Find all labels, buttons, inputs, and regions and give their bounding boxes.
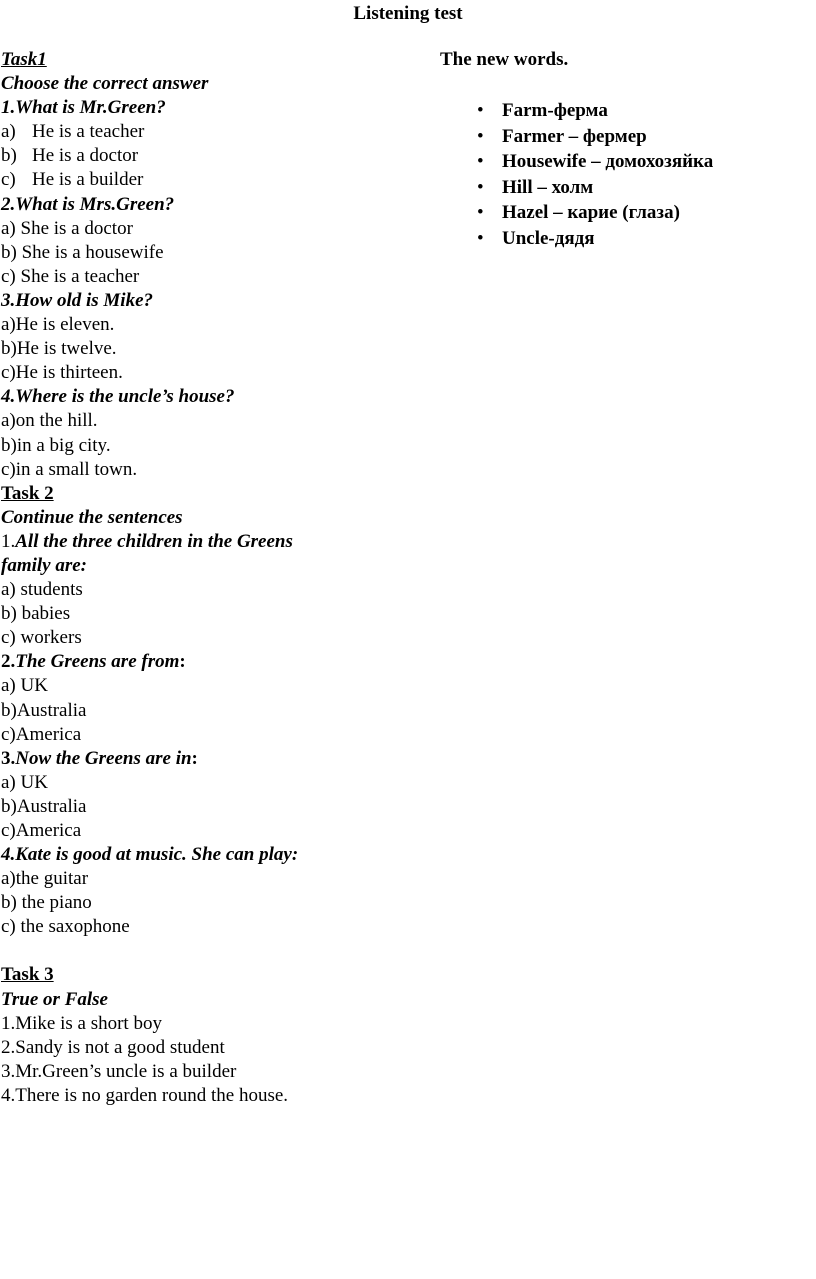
task2-q2-option-b: b)Australia <box>1 699 87 721</box>
task2-q4: 4.Kate is good at music. She can play: <box>1 844 299 866</box>
list-item: • Housewife – домохозяйка <box>477 151 714 172</box>
task1-q1-option-c: c) He is a builder <box>1 169 144 191</box>
task2-heading: Task 2 <box>1 482 54 504</box>
list-item: • Farmer – фермер <box>477 125 647 147</box>
task2-q1-line2: family are: <box>1 554 88 576</box>
task1-q2-option-a: a) She is a doctor <box>1 217 133 239</box>
bullet-icon: • <box>477 202 484 223</box>
task2-q3-option-a: a) UK <box>1 771 48 793</box>
new-words-column <box>440 48 810 251</box>
task2-q4-option-a: a)the guitar <box>1 868 89 890</box>
task1-q1: 1.What is Mr.Green? <box>1 97 166 119</box>
list-item: • Uncle-дядя <box>477 227 595 249</box>
list-item: • Farm-ферма <box>477 100 608 121</box>
spacer <box>1 939 421 963</box>
task2-q4-option-c: c) the saxophone <box>1 916 130 938</box>
task3-heading: Task 3 <box>1 964 54 986</box>
page-title: Listening test <box>353 3 463 24</box>
task2-instruction: Continue the sentences <box>1 506 183 528</box>
task1-heading: Task1 <box>1 49 47 70</box>
list-item: • Hazel – карие (глаза) <box>477 202 680 223</box>
task1-q4-option-b: b)in a big city. <box>1 434 111 456</box>
task2-q2: 2.The Greens are from: <box>1 651 186 673</box>
list-item: • Hill – холм <box>477 176 594 198</box>
bullet-icon: • <box>477 176 484 198</box>
task1-q4-option-a: a)on the hill. <box>1 410 98 432</box>
bullet-icon: • <box>477 125 484 147</box>
new-words-title: The new words. <box>440 49 569 70</box>
task1-q2-option-b: b) She is a housewife <box>1 241 164 263</box>
task3-statement-3: 3.Mr.Green’s uncle is a builder <box>1 1060 237 1082</box>
bullet-icon: • <box>477 227 484 249</box>
task1-q2: 2.What is Mrs.Green? <box>1 193 175 215</box>
task1-q1-option-a: a) He is a teacher <box>1 121 145 143</box>
task1-q3: 3.How old is Mike? <box>1 289 154 311</box>
tasks-column <box>1 48 421 1108</box>
task2-q4-option-b: b) the piano <box>1 892 92 914</box>
task2-q1-option-c: c) workers <box>1 627 82 649</box>
task2-q3-option-c: c)America <box>1 820 82 841</box>
task1-q4: 4.Where is the uncle’s house? <box>1 386 235 408</box>
task2-q2-option-c: c)America <box>1 723 82 745</box>
task1-instruction: Choose the correct answer <box>1 73 209 95</box>
task1-q4-option-c: c)in a small town. <box>1 458 138 480</box>
task2-q3-option-b: b)Australia <box>1 795 87 817</box>
task1-q3-option-c: c)He is thirteen. <box>1 362 123 384</box>
task1-q3-option-b: b)He is twelve. <box>1 338 117 360</box>
task2-q1-option-b: b) babies <box>1 603 71 625</box>
task3-statement-1: 1.Mike is a short boy <box>1 1012 162 1034</box>
task3-statement-4: 4.There is no garden round the house. <box>1 1084 289 1106</box>
task3-instruction: True or False <box>1 988 108 1010</box>
task2-q3: 3.Now the Greens are in: <box>1 747 198 769</box>
task1-q2-option-c: c) She is a teacher <box>1 265 140 287</box>
task2-q1-option-a: a) students <box>1 579 83 601</box>
bullet-icon: • <box>477 151 484 172</box>
task2-q1: 1.All the three children in the Greens <box>1 530 293 552</box>
bullet-icon: • <box>477 100 484 121</box>
new-words-list <box>440 98 810 251</box>
task3-statement-2: 2.Sandy is not a good student <box>1 1036 225 1058</box>
task1-q3-option-a: a)He is eleven. <box>1 314 115 336</box>
task2-q2-option-a: a) UK <box>1 675 48 697</box>
task1-q1-option-b: b) He is a doctor <box>1 145 139 167</box>
